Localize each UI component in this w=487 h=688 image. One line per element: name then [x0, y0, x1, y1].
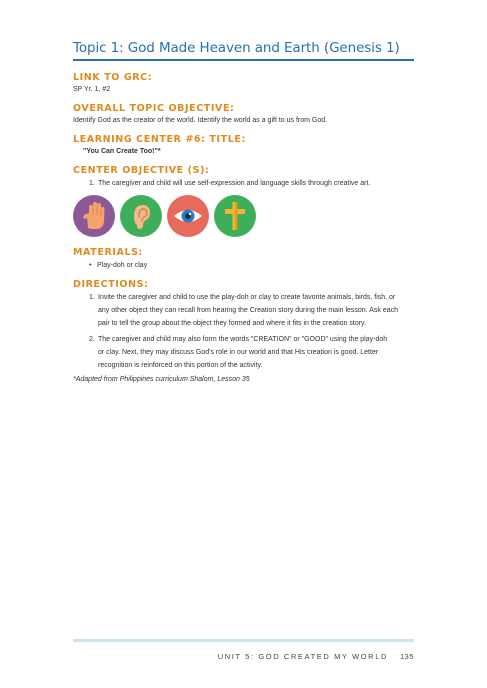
learning-center-heading: LEARNING CENTER #6: TITLE:	[73, 134, 246, 145]
objective-heading: OVERALL TOPIC OBJECTIVE:	[73, 103, 235, 114]
list-number: 1.	[89, 180, 95, 187]
directions-heading: DIRECTIONS:	[73, 279, 149, 290]
hand-icon	[73, 195, 115, 237]
directions-item-1-line-1: Invite the caregiver and child to use the play-doh or clay to create favorite animals, birds, fish, or	[98, 294, 396, 301]
center-objective-item: The caregiver and child will use self-expression and language skills through creative art.	[98, 180, 371, 187]
directions-item-1-line-2: any other object they can recall from hearing the Creation story during the main lesson. Ask each	[98, 307, 398, 314]
page-number: 135	[399, 652, 414, 661]
footnote: *Adapted from Philippines curriculum Shalom, Lesson 35	[73, 376, 250, 383]
materials-heading: MATERIALS:	[73, 247, 143, 258]
link-heading: LINK TO GRC:	[73, 72, 153, 83]
cross-icon	[214, 195, 256, 237]
directions-item-2-line-2: or clay. Next, they may discuss God's role in our world and that His creation is good. Letter	[98, 349, 379, 356]
center-objective-heading: CENTER OBJECTIVE (S):	[73, 165, 210, 176]
directions-item-1-line-3: pair to tell the group about the object they formed and where it fits in the creation story.	[98, 320, 366, 327]
footer-unit: UNIT 5: GOD CREATED MY WORLD	[217, 652, 388, 661]
directions-item-2-line-3: recognition is reinforced on this portion of the activity.	[98, 362, 263, 369]
eye-icon	[167, 195, 209, 237]
page-title: Topic 1: God Made Heaven and Earth (Genesis 1)	[73, 40, 400, 56]
learning-center-title: "You Can Create Too!"*	[83, 148, 161, 155]
page-footer	[218, 652, 414, 661]
directions-item-2-line-1: The caregiver and child may also form the words "CREATION" or "GOOD" using the play-doh	[98, 336, 388, 343]
objective-text: Identify God as the creator of the world. Identify the world as a gift to us from God.	[73, 117, 328, 124]
footer-divider	[73, 639, 414, 642]
bullet: •	[89, 262, 92, 269]
title-divider	[73, 59, 414, 61]
link-text: SP Yr. 1, #2	[73, 86, 111, 93]
list-number: 1.	[89, 294, 95, 301]
ear-icon	[120, 195, 162, 237]
list-number: 2.	[89, 336, 95, 343]
materials-item: Play-doh or clay	[97, 262, 148, 269]
